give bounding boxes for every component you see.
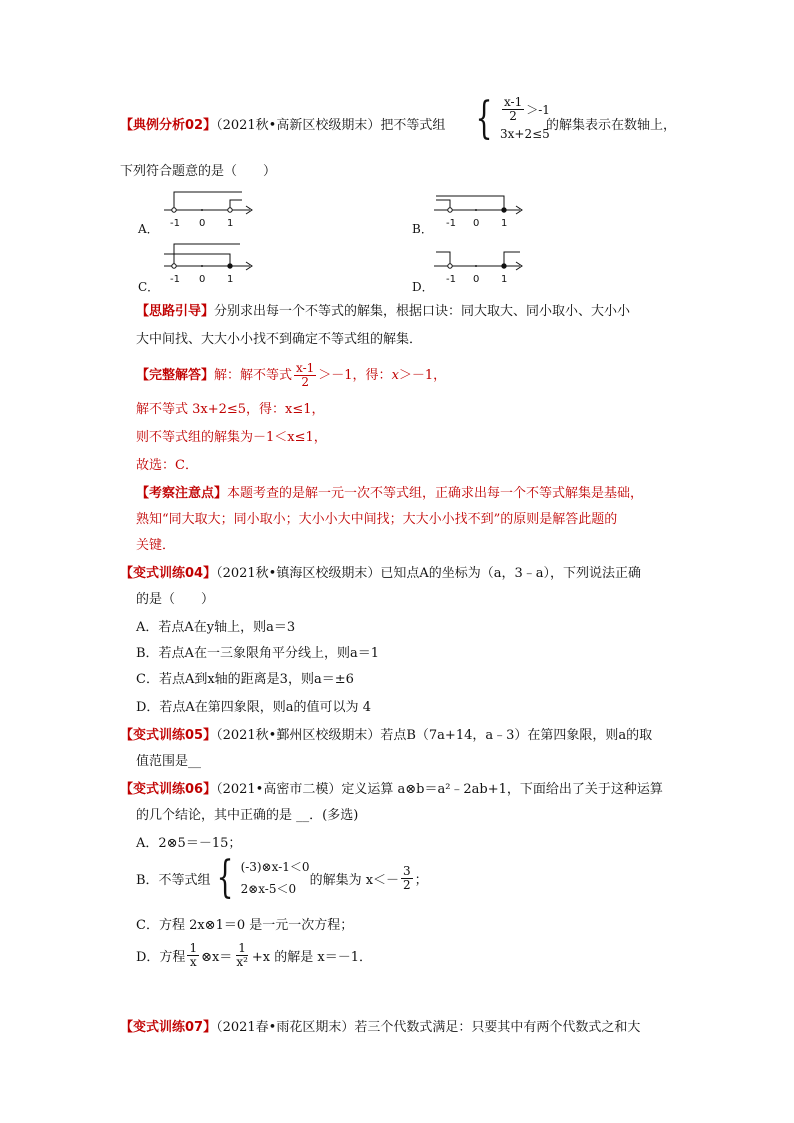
option-c-numberline[interactable] <box>160 238 260 292</box>
b-tick-neg1: -1 <box>446 218 456 229</box>
note-text1: 本题考查的是解一元一次不等式组，正确求出每一个不等式解集是基础， <box>227 486 644 501</box>
var06-optd-f1-den: x <box>189 955 197 969</box>
var06-opt-a[interactable]: A．2⊗5＝－15； <box>136 836 242 851</box>
option-b-numberline[interactable] <box>430 186 530 236</box>
var06-optd-b: ⊗x＝ <box>201 950 233 965</box>
solution-line1 <box>136 362 446 389</box>
var06-optd-f1-num: 1 <box>189 941 198 955</box>
option-b-label[interactable]: B． <box>412 222 433 236</box>
solution-text1c: ＞－1， <box>398 367 447 383</box>
d-tick-1: 1 <box>501 274 508 285</box>
solution-line3: 则不等式组的解集为－1＜x≤1， <box>136 430 327 445</box>
option-a-numberline[interactable] <box>160 186 260 236</box>
solution-line2: 解不等式 3x+2≤5，得：x≤1， <box>136 402 325 417</box>
brace-icon: { <box>475 92 493 144</box>
var06-line1 <box>120 780 663 800</box>
guide-line1 <box>136 302 630 322</box>
var07-text1: （2021春•雨花区期末）若三个代数式满足：只要其中有两个代数式之和大 <box>216 1020 641 1035</box>
a-tick-neg1: -1 <box>170 218 180 229</box>
solution-line4: 故选：C． <box>136 458 198 473</box>
var06-optb-frac-num: 3 <box>403 863 411 878</box>
guide-line2: 大中间找、大大小小找不到确定不等式组的解集． <box>136 332 423 347</box>
var04-text1: （2021秋•镇海区校级期末）已知点A的坐标为（a，3﹣a），下列说法正确 <box>216 566 642 581</box>
var04-opt-d[interactable]: D．若点A在第四象限，则a的值可以为 4 <box>136 700 371 715</box>
var05-line2: 值范围是__ <box>136 754 202 769</box>
var06-optb-c: ； <box>414 872 428 888</box>
solution-frac-den: 2 <box>301 375 309 389</box>
var05-text1: （2021秋•鄞州区校级期末）若点B（7a+14，a﹣3）在第四象限，则a的取 <box>216 728 653 743</box>
example02-question: 下列符合题意的是（ ） <box>120 164 277 179</box>
a-tick-1: 1 <box>227 218 234 229</box>
c-tick-0: 0 <box>199 274 206 285</box>
brace-icon: { <box>216 852 233 903</box>
var04-line2: 的是（ ） <box>136 592 215 607</box>
note-line2: 熟知“同大取大；同小取小；大小小大中间找；大大小小找不到”的原则是解答此题的 <box>136 512 618 527</box>
var06-optb-b: 的解集为 x＜－ <box>309 872 400 888</box>
var06-line2: 的几个结论，其中正确的是 __．(多选) <box>136 808 359 823</box>
option-d-numberline[interactable] <box>430 238 530 292</box>
var06-optb-sys2: 2⊗x-5＜0 <box>240 882 297 896</box>
var04-line1 <box>120 564 641 584</box>
c-tick-1: 1 <box>227 274 234 285</box>
var04-opt-b[interactable]: B．若点A在一三象限角平分线上，则a＝1 <box>136 646 379 661</box>
sys1-rest: ＞-1 <box>526 103 550 117</box>
a-tick-0: 0 <box>199 218 206 229</box>
note-line1 <box>136 484 643 504</box>
var06-tag: 【变式训练06】 <box>120 782 217 797</box>
var04-opt-a[interactable]: A．若点A在y轴上，则a＝3 <box>136 620 296 635</box>
solution-tag: 【完整解答】 <box>136 367 215 383</box>
example02-lead: 把不等式组 <box>380 118 446 133</box>
note-line3: 关键． <box>136 538 176 553</box>
solution-frac-num: x-1 <box>296 361 315 375</box>
solution-text1b: ＞－1，得： <box>318 367 392 383</box>
note-tag: 【考察注意点】 <box>136 486 228 501</box>
var04-tag: 【变式训练04】 <box>120 566 217 581</box>
d-tick-neg1: -1 <box>446 274 456 285</box>
example02-heading <box>120 116 445 136</box>
var06-optb-frac-den: 2 <box>403 877 411 892</box>
var06-opt-b[interactable] <box>136 852 428 903</box>
var05-line1 <box>120 726 652 746</box>
b-tick-0: 0 <box>473 218 480 229</box>
solution-var: x <box>391 367 399 383</box>
var06-optd-f2-num: 1 <box>238 941 246 955</box>
var06-optd-a: D．方程 <box>136 950 186 965</box>
var06-optd-c: +x 的解是 x＝－1． <box>251 950 372 965</box>
guide-text1: 分别求出每一个不等式的解集，根据口诀：同大取大、同小取小、大小小 <box>214 304 631 319</box>
solution-text1a: 解：解不等式 <box>214 367 293 383</box>
option-d-label[interactable]: D． <box>412 280 434 294</box>
d-tick-0: 0 <box>473 274 480 285</box>
example02-system <box>470 92 550 144</box>
guide-tag: 【思路引导】 <box>136 304 215 319</box>
sys2: 3x+2≤5 <box>500 127 550 141</box>
b-tick-1: 1 <box>501 218 508 229</box>
sys1-numerator: x-1 <box>504 95 523 109</box>
c-tick-neg1: -1 <box>170 274 180 285</box>
var05-tag: 【变式训练05】 <box>120 728 217 743</box>
option-c-label[interactable]: C． <box>138 280 160 294</box>
sys1-denominator: 2 <box>509 109 517 123</box>
var06-optb-a: B．不等式组 <box>136 872 211 888</box>
example02-source: （2021秋•高新区校级期末） <box>216 118 381 133</box>
var06-optb-sys1: (-3)⊗x-1＜0 <box>240 860 310 874</box>
var07-line1 <box>120 1018 640 1038</box>
var04-opt-c[interactable]: C．若点A到x轴的距离是3，则a＝±6 <box>136 672 354 687</box>
var06-text1: （2021•高密市二模）定义运算 a⊗b＝a²﹣2ab+1，下面给出了关于这种运算 <box>216 782 663 797</box>
example02-tag: 【典例分析02】 <box>120 118 217 133</box>
option-a-label[interactable]: A． <box>138 222 159 236</box>
var06-opt-d[interactable] <box>136 942 372 969</box>
var06-opt-c[interactable]: C．方程 2x⊗1＝0 是一元一次方程； <box>136 918 354 933</box>
var07-tag: 【变式训练07】 <box>120 1020 217 1035</box>
var06-optd-f2-den: x² <box>236 955 248 969</box>
example02-tail: 的解集表示在数轴上， <box>546 118 677 133</box>
